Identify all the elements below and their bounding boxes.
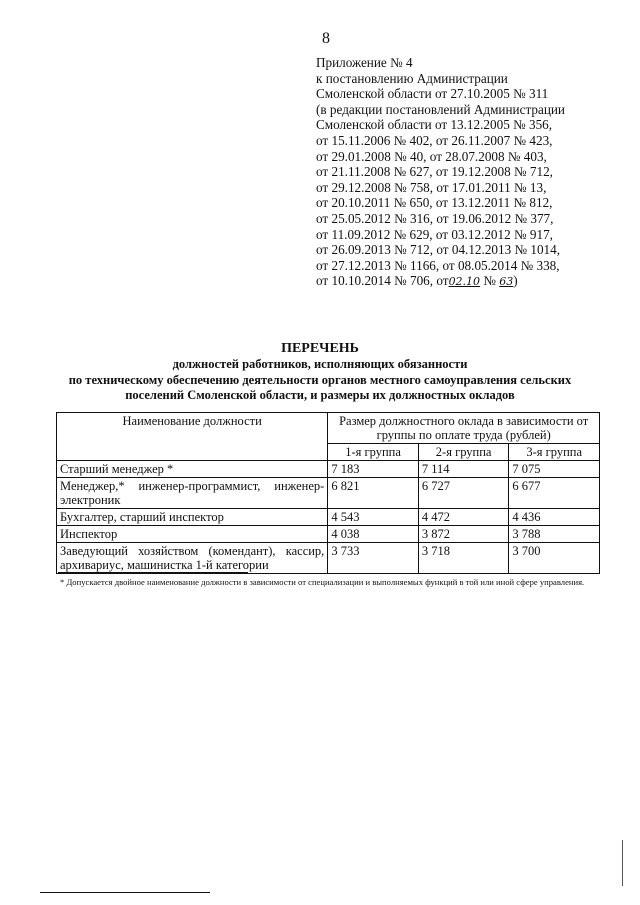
appendix-line: от 15.11.2006 № 402, от 26.11.2007 № 423, bbox=[316, 132, 553, 148]
salary-group-2: 4 472 bbox=[418, 509, 509, 526]
header-group-2: 2-я группа bbox=[418, 444, 509, 461]
header-position-name: Наименование должности bbox=[57, 413, 328, 461]
footnote-divider bbox=[58, 572, 248, 573]
table-row bbox=[57, 526, 600, 543]
handwritten-number: 63 bbox=[499, 275, 514, 289]
appendix-line: от 21.11.2008 № 627, от 19.12.2008 № 712, bbox=[316, 164, 553, 180]
appendix-line: от 20.10.2011 № 650, от 13.12.2011 № 812, bbox=[316, 195, 553, 211]
document-title bbox=[40, 340, 600, 404]
appendix-last-line bbox=[316, 273, 626, 290]
position-name: Менеджер,* инженер-программист, инженер-электроник bbox=[57, 478, 328, 509]
footnote: * Допускается двойное наименование должности в зависимости от специализации и выполняемых функций в той или иной сфере управления. bbox=[60, 577, 585, 587]
salary-group-2: 7 114 bbox=[418, 461, 509, 478]
position-name: Заведующий хозяйством (комендант), кассир, архивариус, машинистка 1-й категории bbox=[57, 543, 328, 574]
header-group-1: 1-я группа bbox=[328, 444, 419, 461]
salary-group-1: 4 038 bbox=[328, 526, 419, 543]
salary-group-2: 6 727 bbox=[418, 478, 509, 509]
salary-group-3: 3 788 bbox=[509, 526, 600, 543]
salary-group-1: 6 821 bbox=[328, 478, 419, 509]
title-main: ПЕРЕЧЕНЬ bbox=[281, 341, 359, 356]
salary-group-3: 6 677 bbox=[509, 478, 600, 509]
salary-group-2: 3 872 bbox=[418, 526, 509, 543]
appendix-last-mid: № bbox=[480, 273, 500, 289]
handwritten-date: 02.10 bbox=[448, 275, 481, 289]
table-row bbox=[57, 461, 600, 478]
appendix-line: от 25.05.2012 № 316, от 19.06.2012 № 377, bbox=[316, 210, 554, 226]
appendix-line: от 26.09.2013 № 712, от 04.12.2013 № 1014, bbox=[316, 242, 561, 258]
position-name: Бухгалтер, старший инспектор bbox=[57, 509, 328, 526]
salary-group-1: 3 733 bbox=[328, 543, 419, 574]
appendix-line: от 11.09.2012 № 629, от 03.12.2012 № 917, bbox=[316, 226, 553, 242]
salary-group-1: 4 543 bbox=[328, 509, 419, 526]
title-line-1: должностей работников, исполняющих обязанности bbox=[172, 357, 468, 371]
appendix-line: от 29.12.2008 № 758, от 17.01.2011 № 13, bbox=[316, 179, 547, 195]
table-header-row bbox=[57, 413, 600, 444]
table-row bbox=[57, 509, 600, 526]
salary-group-3: 4 436 bbox=[509, 509, 600, 526]
title-line-3: поселений Смоленской области, и размеры их должностных окладов bbox=[125, 388, 515, 403]
table-row bbox=[57, 543, 600, 574]
appendix-last-suffix: ) bbox=[513, 273, 518, 289]
appendix-line: к постановлению Администрации bbox=[316, 70, 508, 86]
title-line-2: по техническому обеспечению деятельности органов местного самоуправления сельских bbox=[68, 372, 572, 387]
header-group-3: 3-я группа bbox=[509, 444, 600, 461]
salary-group-1: 7 183 bbox=[328, 461, 419, 478]
table-row bbox=[57, 478, 600, 509]
page-number: 8 bbox=[322, 30, 330, 47]
appendix-line: Приложение № 4 bbox=[316, 55, 413, 70]
position-name: Старший менеджер * bbox=[57, 461, 328, 478]
appendix-header bbox=[316, 55, 626, 290]
appendix-line: Смоленской области от 27.10.2005 № 311 bbox=[316, 86, 549, 102]
scan-edge-mark bbox=[622, 840, 623, 886]
appendix-line: от 27.12.2013 № 1166, от 08.05.2014 № 338, bbox=[316, 257, 560, 273]
bottom-divider bbox=[40, 892, 210, 893]
salary-table bbox=[56, 412, 600, 574]
appendix-last-prefix: от 10.10.2014 № 706, от bbox=[316, 273, 449, 289]
position-name: Инспектор bbox=[57, 526, 328, 543]
appendix-line: Смоленской области от 13.12.2005 № 356, bbox=[316, 117, 553, 133]
salary-group-2: 3 718 bbox=[418, 543, 509, 574]
header-salary-size: Размер должностного оклада в зависимости от группы по оплате труда (рублей) bbox=[328, 413, 600, 444]
appendix-line: от 29.01.2008 № 40, от 28.07.2008 № 403, bbox=[316, 148, 547, 164]
salary-group-3: 7 075 bbox=[509, 461, 600, 478]
appendix-line: (в редакции постановлений Администрации bbox=[316, 101, 565, 117]
salary-group-3: 3 700 bbox=[509, 543, 600, 574]
